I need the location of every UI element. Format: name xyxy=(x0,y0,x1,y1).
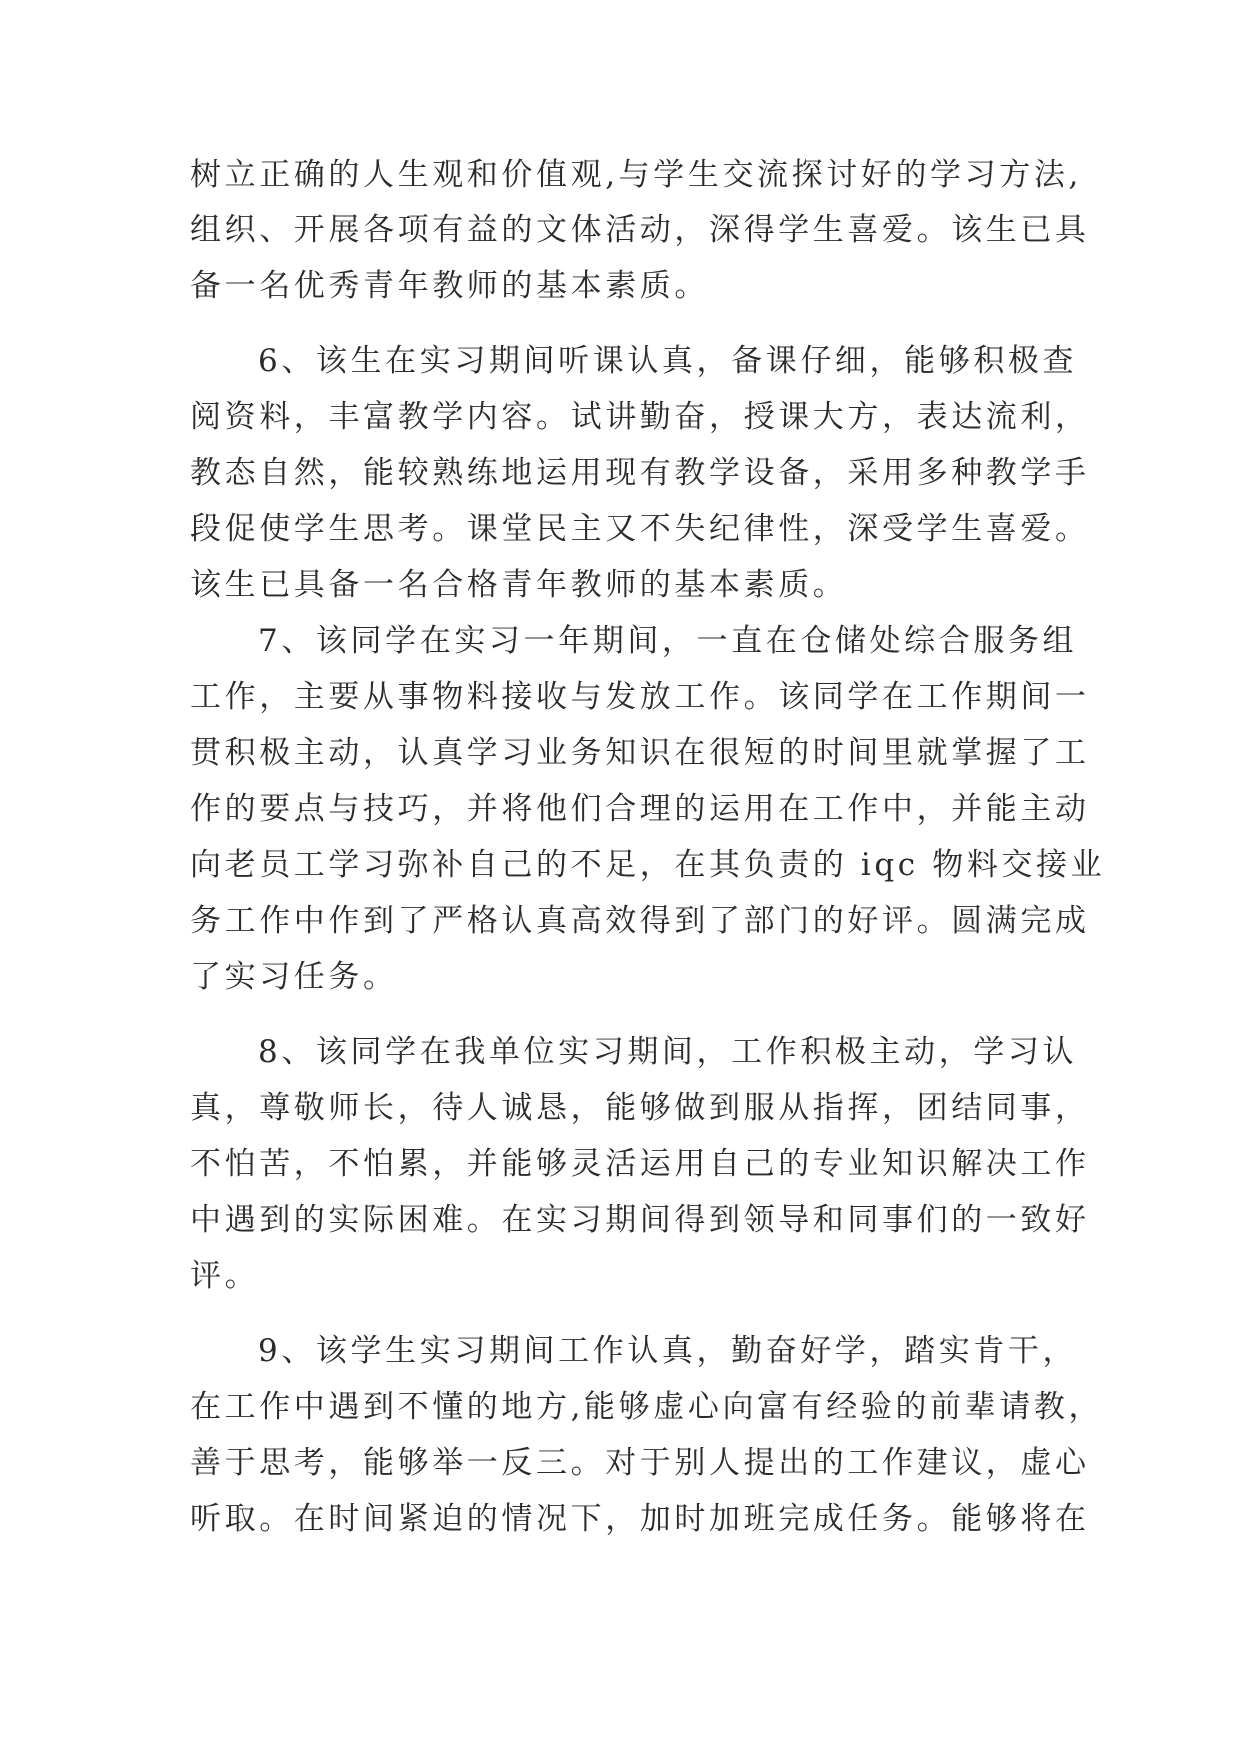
text-line: 善于思考，能够举一反三。对于别人提出的工作建议，虚心 xyxy=(190,1445,1090,1481)
paragraph-6-first-line: 6、该生在实习期间听课认真，备课仔细，能够积极查 xyxy=(258,343,1078,379)
text-line: 评。 xyxy=(190,1258,260,1294)
paragraph-9-first-line: 9、该学生实习期间工作认真，勤奋好学，踏实肯干， xyxy=(258,1333,1078,1369)
text-line: 听取。在时间紧迫的情况下，加时加班完成任务。能够将在 xyxy=(190,1501,1090,1537)
text-line: 备一名优秀青年教师的基本素质。 xyxy=(190,268,709,304)
text-line: 务工作中作到了严格认真高效得到了部门的好评。圆满完成 xyxy=(190,903,1090,939)
text-line: 树立正确的人生观和价值观,与学生交流探讨好的学习方法, xyxy=(190,157,1082,193)
text-line: 在工作中遇到不懂的地方,能够虚心向富有经验的前辈请教， xyxy=(190,1389,1104,1425)
text-line: 贯积极主动，认真学习业务知识在很短的时间里就掌握了工 xyxy=(190,735,1090,771)
text-line: 中遇到的实际困难。在实习期间得到领导和同事们的一致好 xyxy=(190,1202,1090,1238)
text-line: 真，尊敬师长，待人诚恳，能够做到服从指挥，团结同事， xyxy=(190,1090,1090,1126)
text-line: 阅资料，丰富教学内容。试讲勤奋，授课大方，表达流利， xyxy=(190,399,1090,435)
text-line: 作的要点与技巧，并将他们合理的运用在工作中，并能主动 xyxy=(190,791,1090,827)
paragraph-8-first-line: 8、该同学在我单位实习期间，工作积极主动，学习认 xyxy=(258,1034,1078,1070)
text-line: 工作，主要从事物料接收与发放工作。该同学在工作期间一 xyxy=(190,679,1090,715)
text-line: 教态自然，能较熟练地运用现有教学设备，采用多种教学手 xyxy=(190,455,1090,491)
text-line: 向老员工学习弥补自己的不足，在其负责的 iqc 物料交接业 xyxy=(190,847,1106,883)
text-line: 组织、开展各项有益的文体活动，深得学生喜爱。该生已具 xyxy=(190,212,1090,248)
text-line: 该生已具备一名合格青年教师的基本素质。 xyxy=(190,567,848,603)
paragraph-7-first-line: 7、该同学在实习一年期间，一直在仓储处综合服务组 xyxy=(258,623,1078,659)
text-line: 段促使学生思考。课堂民主又不失纪律性，深受学生喜爱。 xyxy=(190,511,1090,547)
text-line: 了实习任务。 xyxy=(190,959,398,995)
text-line: 不怕苦，不怕累，并能够灵活运用自己的专业知识解决工作 xyxy=(190,1146,1090,1182)
